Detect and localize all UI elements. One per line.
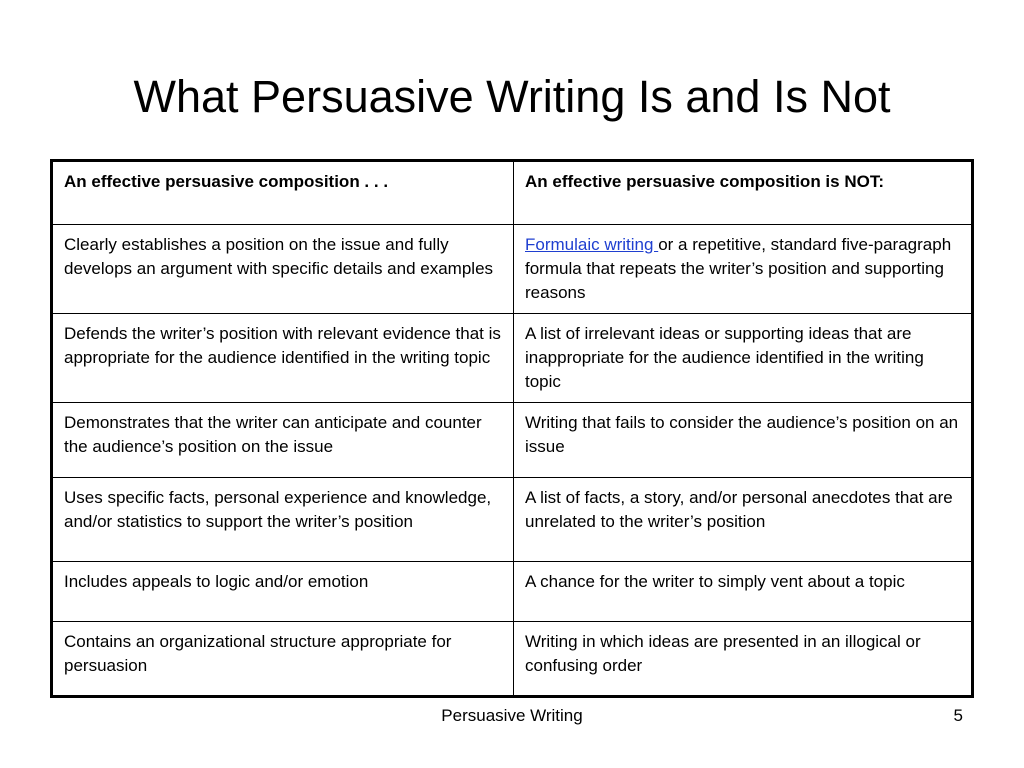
table-row xyxy=(52,622,973,697)
footer-title: Persuasive Writing xyxy=(441,706,583,725)
cell-is-not: A list of facts, a story, and/or personal anecdotes that are unrelated to the writer’s position xyxy=(514,478,973,562)
cell-is-not: A chance for the writer to simply vent about a topic xyxy=(514,562,973,622)
cell-is-not-text: or a repetitive, standard five-paragraph formula that repeats the writer’s position and supporting reasons xyxy=(525,235,952,302)
cell-is: Contains an organizational structure appropriate for persuasion xyxy=(52,622,514,697)
formulaic-writing-link[interactable]: Formulaic writing xyxy=(525,235,659,254)
slide-title: What Persuasive Writing Is and Is Not xyxy=(133,71,891,122)
cell-is-not: Writing in which ideas are presented in an illogical or confusing order xyxy=(514,622,973,697)
page-number: 5 xyxy=(953,706,963,725)
table-row xyxy=(52,562,973,622)
cell-is-not xyxy=(514,225,973,314)
cell-is: Clearly establishes a position on the issue and fully develops an argument with specific details and examples xyxy=(52,225,514,314)
cell-is-not: Writing that fails to consider the audience’s position on an issue xyxy=(514,403,973,478)
table-row xyxy=(52,314,973,403)
comparison-table xyxy=(50,159,974,698)
cell-is: Uses specific facts, personal experience and knowledge, and/or statistics to support the writer’s position xyxy=(52,478,514,562)
header-is: An effective persuasive composition . . . xyxy=(52,161,514,225)
table-row xyxy=(52,225,973,314)
cell-is: Demonstrates that the writer can anticipate and counter the audience’s position on the issue xyxy=(52,403,514,478)
table-header-row xyxy=(52,161,973,225)
cell-is-not: A list of irrelevant ideas or supporting ideas that are inappropriate for the audience identified in the writing topic xyxy=(514,314,973,403)
header-is-not: An effective persuasive composition is NOT: xyxy=(514,161,973,225)
table-row xyxy=(52,478,973,562)
table-row xyxy=(52,403,973,478)
cell-is: Defends the writer’s position with relevant evidence that is appropriate for the audience identified in the writing topic xyxy=(52,314,514,403)
cell-is: Includes appeals to logic and/or emotion xyxy=(52,562,514,622)
